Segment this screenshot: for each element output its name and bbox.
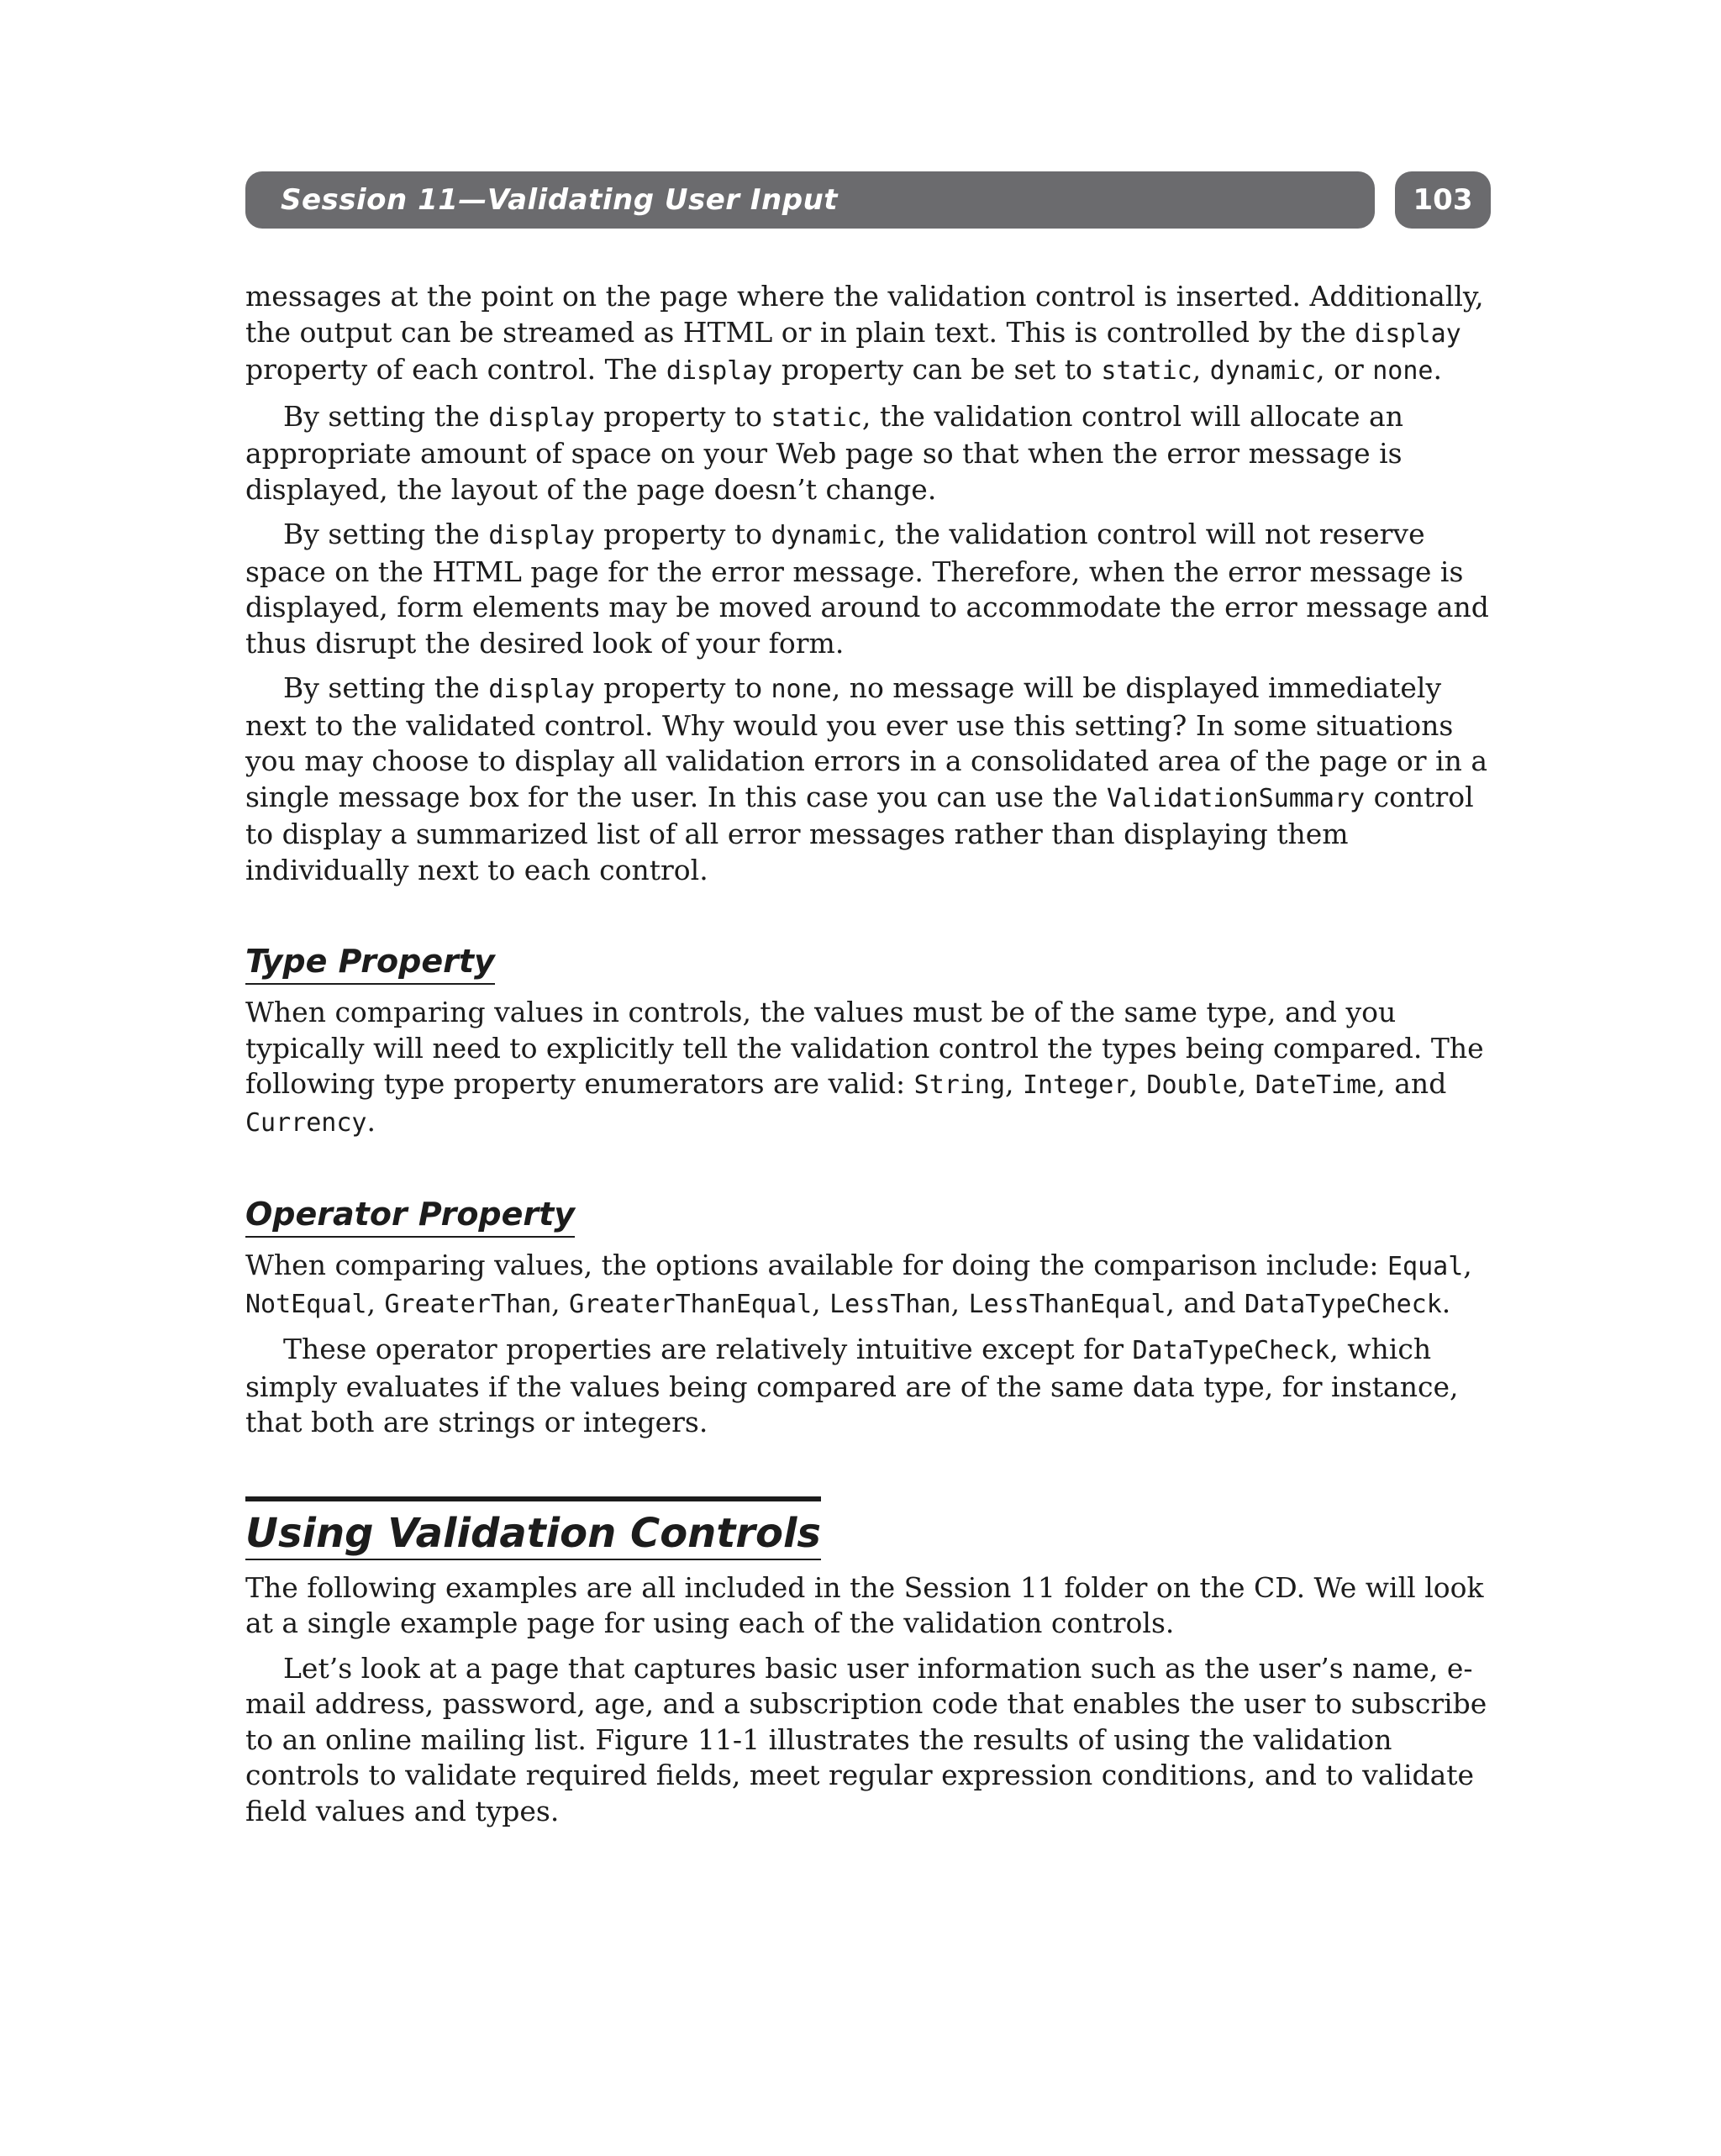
body-paragraph: The following examples are all included in the Session 11 folder on the CD. We will look at a single example page for using each of the validation controls. [245, 1570, 1484, 1639]
type-property-heading-wrap [245, 942, 1496, 985]
using-validation-controls-heading: Using Validation Controls [245, 1496, 821, 1560]
body-paragraph: Let’s look at a page that captures basic user information such as the user’s name, e-mail address, password, age, and a subscription code that enables the user to subscribe to an online mailing list. Figure 11-1 illustrates the results of using the validation controls to validate required fields, meet regular expression conditions, and to validate field values and types. [245, 1651, 1487, 1827]
body-paragraph: When comparing values in controls, the values must be of the same type, and you typically will need to explicitly tell the validation control the types being compared. The following type property enumerators are valid: String, Integer, Double, DateTime, and Currency. [245, 996, 1484, 1138]
section-heading-wrap [245, 1496, 1496, 1560]
body-paragraph: When comparing values, the options available for doing the comparison include: Equal, NotEqual, GreaterThan, GreaterThanEqual, LessThan, LessThanEqual, and DataTypeCheck. [245, 1249, 1472, 1319]
type-property-heading: Type Property [245, 942, 495, 985]
running-header-title: Session 11—Validating User Input [281, 183, 839, 217]
body-paragraph: By setting the display property to none, no message will be displayed immediately next to the validated control. Why would you ever use this setting? In some situations you may choose to display all validation errors in a consolidated area of the page or in a single message box for the user. In this case you can use the ValidationSummary control to display a summarized list of all error messages rather than displaying them individually next to each control. [245, 671, 1488, 886]
operator-property-heading-wrap [245, 1195, 1496, 1238]
page-number: 103 [1413, 183, 1473, 217]
body-paragraph: messages at the point on the page where the validation control is inserted. Additionally, the output can be streamed as HTML or in plain text. This is controlled by the display property of each control. The display property can be set to static, dynamic, or none. [245, 280, 1484, 386]
page-content [245, 279, 1496, 1838]
running-header [245, 171, 1375, 229]
body-paragraph: By setting the display property to dynamic, the validation control will not reserve space on the HTML page for the error message. Therefore, when the error message is displayed, form elements may be moved around to accommodate the error message and thus disrupt the desired look of your form. [245, 518, 1489, 660]
body-paragraph: These operator properties are relatively intuitive except for DataTypeCheck, which simply evaluates if the values being compared are of the same data type, for instance, that both are strings or integers. [245, 1333, 1459, 1438]
body-paragraph: By setting the display property to static, the validation control will allocate an appropriate amount of space on your Web page so that when the error message is displayed, the layout of the page doesn’t change. [245, 399, 1403, 506]
operator-property-heading: Operator Property [245, 1195, 575, 1238]
page-number-box [1395, 171, 1491, 229]
